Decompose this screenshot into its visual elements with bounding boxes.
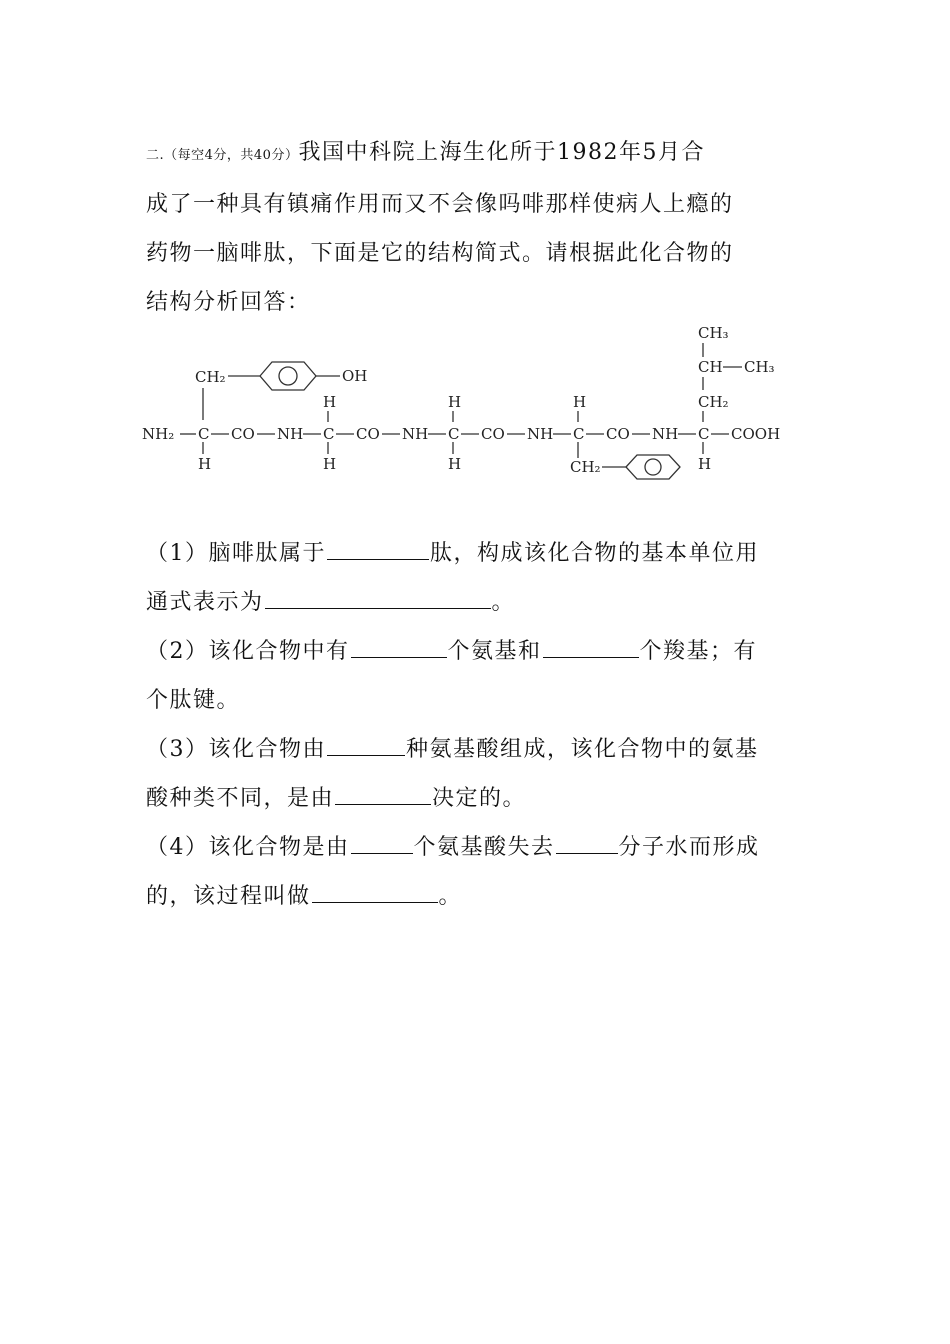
q3-text-b: 种氨基酸组成，该化合物中的氨基 <box>406 737 759 762</box>
h-atom: H <box>448 455 462 473</box>
leu-ch3-side: CH₃ <box>744 358 775 376</box>
points-note: （每空4分，共40分） <box>164 148 299 163</box>
enkephalin-structure <box>140 316 810 486</box>
q4-text-e: 。 <box>438 884 463 909</box>
q1-blank-peptide-type[interactable] <box>327 539 429 560</box>
q2-blank-amino[interactable] <box>351 637 447 658</box>
q4-text-b: 个氨基酸失去 <box>413 835 555 860</box>
question-number: 二. <box>146 148 165 163</box>
q4-text-d: 的，该过程叫做 <box>146 884 311 909</box>
benzene-ring-icon <box>260 362 316 390</box>
q2-text-b: 个氨基和 <box>447 639 542 664</box>
co-group-2: CO <box>356 425 380 443</box>
question-1 <box>146 529 808 627</box>
q3-text-d: 决定的。 <box>432 786 527 811</box>
phe-ch2: CH₂ <box>570 458 601 476</box>
q1-blank-formula[interactable] <box>265 588 491 609</box>
q3-blank-determinant[interactable] <box>335 784 431 805</box>
intro-line-3: 药物一脑啡肽，下面是它的结构简式。请根据此化合物的 <box>146 241 734 266</box>
alpha-carbon-1: C <box>198 425 210 443</box>
nh-group-1: NH <box>277 425 304 443</box>
intro-line-2: 成了一种具有镇痛作用而又不会像吗啡那样使病人上瘾的 <box>146 192 734 217</box>
h-atom: H <box>698 455 712 473</box>
q1-text-d: 。 <box>491 590 516 615</box>
tyr-ch2: CH₂ <box>195 368 226 386</box>
q4-text-c: 分子水而形成 <box>618 835 760 860</box>
q1-text-a: （1）脑啡肽属于 <box>146 541 326 566</box>
h-atom: H <box>448 393 462 411</box>
question-2 <box>146 627 808 725</box>
intro-line-1: 我国中科院上海生化所于1982年5月合 <box>298 140 705 165</box>
nh-group-4: NH <box>652 425 679 443</box>
h-atom: H <box>573 393 587 411</box>
cooh-group: COOH <box>731 425 781 443</box>
q4-blank-process[interactable] <box>312 882 438 903</box>
question-block <box>146 128 808 921</box>
intro-paragraph <box>146 128 808 327</box>
q2-blank-carboxyl[interactable] <box>543 637 639 658</box>
leu-ch2: CH₂ <box>698 393 729 411</box>
q4-blank-water[interactable] <box>556 833 618 854</box>
q2-text-c: 个羧基；有 <box>639 639 758 664</box>
alpha-carbon-4: C <box>573 425 585 443</box>
question-3 <box>146 725 808 823</box>
question-4 <box>146 823 808 921</box>
leu-ch3-top: CH₃ <box>698 324 729 342</box>
alpha-carbon-2: C <box>323 425 335 443</box>
q3-text-a: （3）该化合物由 <box>146 737 326 762</box>
q4-blank-count[interactable] <box>351 833 413 854</box>
co-group-1: CO <box>231 425 255 443</box>
leu-ch: CH <box>698 358 723 376</box>
q2-text-d: 个肽键。 <box>146 688 241 713</box>
nh2-group: NH₂ <box>142 425 175 443</box>
aromatic-circle <box>645 459 661 475</box>
aromatic-circle <box>279 367 297 385</box>
nh-group-2: NH <box>402 425 429 443</box>
nh-group-3: NH <box>527 425 554 443</box>
q3-text-c: 酸种类不同，是由 <box>146 786 335 811</box>
alpha-carbon-5: C <box>698 425 710 443</box>
hydroxyl-group: OH <box>342 367 368 385</box>
h-atom: H <box>323 393 337 411</box>
q4-text-a: （4）该化合物是由 <box>146 835 350 860</box>
h-atom: H <box>198 455 212 473</box>
h-atom: H <box>323 455 337 473</box>
q2-text-a: （2）该化合物中有 <box>146 639 350 664</box>
q3-blank-kinds[interactable] <box>327 735 405 756</box>
co-group-4: CO <box>606 425 630 443</box>
q1-text-c: 通式表示为 <box>146 590 264 615</box>
q1-text-b: 肽，构成该化合物的基本单位用 <box>430 541 760 566</box>
intro-line-4: 结构分析回答： <box>146 290 311 315</box>
co-group-3: CO <box>481 425 505 443</box>
alpha-carbon-3: C <box>448 425 460 443</box>
